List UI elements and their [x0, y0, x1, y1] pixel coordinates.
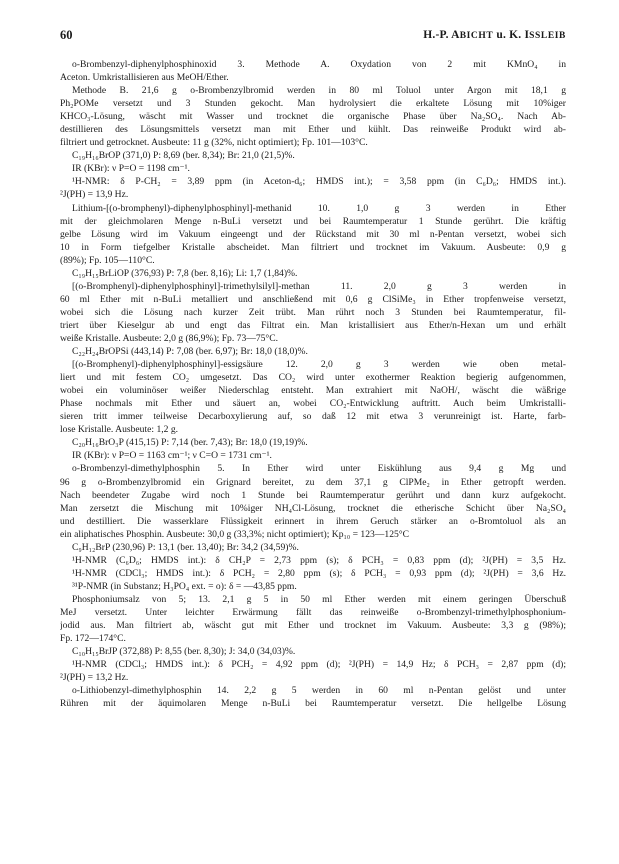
text-line: o-Brombenzyl-diphenylphosphinoxid 3. Methode A. Oxydation von 2 mit KMnO₄ in: [72, 59, 566, 70]
text-line: ²J(PH) = 13,9 Hz.: [60, 189, 129, 201]
text-line: gelbe Lösung wird im Vakuum eingeengt und der Rückstand mit 30 ml n-Pentan versetzt, wobei sich: [60, 228, 566, 240]
text-line: und destilliert. Die wasserklare Flüssigkeit erinnert in ihrem Geruch stärker an o-Bromtoluol als an: [60, 515, 566, 527]
text-line: jodid aus. Man filtriert ab, wäscht gut mit Ether und trocknet im Vakuum. Ausbeute: 3,3 g (98%);: [60, 620, 566, 632]
text-line: Rühren mit der äquimolaren Menge n-BuLi bei Raumtemperatur versetzt. Die hellgelbe Lösung: [60, 698, 566, 710]
text-line: Phase nochmals mit Ether und säuert an, wobei CO₂-Entwicklung auftritt. Auch beim Umkristalli-: [60, 398, 566, 410]
text-line: Ph₂POMe versetzt und 3 Stunden gekocht. Man hydrolysiert die erkaltete Lösung mit 10%iger: [60, 98, 566, 110]
running-head-authors: [423, 29, 566, 41]
text-line: triert über Kieselgur ab und engt das Filtrat ein. Man kristallisiert aus Ether/n-Hexan um und erhält: [60, 319, 566, 331]
authors-prefix: H.-P. A: [423, 29, 460, 41]
text-line: Phosphoniumsalz von 5; 13. 2,1 g 5 in 50 ml Ether werden mit einem geringen Überschuß: [72, 593, 566, 605]
text-line: C₁₉H₁₅BrLiOP (376,93) P: 7,8 (ber. 8,16); Li: 1,7 (1,84)%.: [72, 267, 298, 279]
text-line: o-Brombenzyl-dimethylphosphin 5. In Ether wird unter Eiskühlung aus 9,4 g Mg und: [72, 463, 566, 475]
text-line: weiße Kristalle. Ausbeute: 2,0 g (86,9%); Fp. 73—75°C.: [60, 332, 279, 344]
text-line: sieren tritt immer teilweise Decarboxylierung auf, so daß 12 mit etwa 3 verunreinigt ist. Harte, farb-: [60, 411, 566, 423]
text-line: mit der gleichmolaren Menge n-BuLi versetzt und bei Raumtemperatur 1 Stunde gerührt. Die kräftig: [60, 215, 566, 227]
text-line: (89%); Fp. 105—110°C.: [60, 254, 155, 266]
body-text: [60, 58, 566, 710]
text-line: C₉H₁₂BrP (230,96) P: 13,1 (ber. 13,40); Br: 34,2 (34,59)%.: [72, 541, 299, 553]
text-line: wobei sich die Lösung nach kurzer Zeit trübt. Man rührt noch 3 Stunden bei Raumtemperatur, fil-: [60, 306, 566, 318]
author2-smallcaps: SSLEIB: [529, 31, 566, 41]
text-line: wobei ein voluminöser weißer Niederschlag entsteht. Man extrahiert mit NaOH/, wäscht die wäßrige: [60, 385, 566, 397]
text-line: IR (KBr): ν P=O = 1163 cm⁻¹; ν C=O = 1731 cm⁻¹.: [72, 450, 272, 462]
text-line: Fp. 172—174°C.: [60, 633, 126, 645]
text-line: ¹H-NMR (CDCl₃; HMDS int.): δ PCH₂ = 2,80 ppm (s); δ PCH₃ = 0,93 ppm (d); ²J(PH) = 3,6 Hz.: [72, 567, 566, 579]
text-line: Man zersetzt die Mischung mit 10%iger NH₄Cl-Lösung, trocknet die etherische Schicht über Na₂SO₄: [60, 502, 566, 514]
text-line: ³¹P-NMR (in Substanz; H₃PO₄ ext. = o): δ = —43,85 ppm.: [72, 580, 297, 592]
text-line: ¹H-NMR (C₆D₆; HMDS int.): δ CH₂P = 2,73 ppm (s); δ PCH₃ = 0,83 ppm (d); ²J(PH) = 3,5 Hz.: [72, 554, 566, 566]
text-line: IR (KBr): ν P=O = 1198 cm⁻¹.: [72, 163, 190, 175]
text-line: destillieren des Lösungsmittels versetzt man mit Ether und kühlt. Das reinweiße Produkt wird ab-: [60, 124, 566, 136]
text-line: liert und mit festem CO₂ umgesetzt. Das CO₂ wird unter exothermer Reaktion begierig aufgenommen,: [60, 372, 566, 384]
text-line: C₁₀H₁₅BrJP (372,88) P: 8,55 (ber. 8,30); J: 34,0 (34,03)%.: [72, 646, 296, 658]
text-line: ein aliphatisches Phosphin. Ausbeute: 30,0 g (33,3%; nicht optimiert); Kp₁₀ = 123—125°C: [60, 528, 410, 540]
text-line: Lithium-[(o-bromphenyl)-diphenylphosphinyl]-methanid 10. 1,0 g 3 werden in Ether: [72, 202, 566, 214]
text-line: [(o-Bromphenyl)-diphenylphosphinyl]-essigsäure 12. 2,0 g 3 werden wie oben metal-: [72, 359, 566, 371]
text-line: ¹H-NMR: δ P-CH₂ = 3,89 ppm (in Aceton-d₆; HMDS int.); = 3,58 ppm (in C₆D₆; HMDS int.).: [72, 176, 566, 188]
text-line: Nach beendeter Zugabe wird noch 1 Stunde bei Raumtemperatur gerührt und dann kurz aufgekocht.: [60, 489, 566, 501]
author1-smallcaps: BICHT: [459, 31, 494, 41]
authors-joiner: u. K. I: [493, 29, 530, 41]
text-line: o-Lithiobenzyl-dimethylphosphin 14. 2,2 g 5 werden in 60 ml n-Pentan gelöst und unter: [72, 685, 566, 697]
text-line: C₂₂H₂₄BrOPSi (443,14) P: 7,08 (ber. 6,97); Br: 18,0 (18,0)%.: [72, 346, 308, 358]
text-line: ¹H-NMR (CDCl₃; HMDS int.): δ PCH₂ = 4,92 ppm (d); ²J(PH) = 14,9 Hz; δ PCH₃ = 2,87 ppm (d);: [72, 659, 566, 671]
page-number: 60: [60, 28, 73, 42]
text-line: C₁₉H₁₆BrOP (371,0) P: 8,69 (ber. 8,34); Br: 21,0 (21,5)%.: [72, 150, 295, 162]
text-line: Methode B. 21,6 g o-Brombenzylbromid werden in 80 ml Toluol unter Argon mit 18,1 g: [72, 85, 566, 97]
text-line: 10 in Form tiefgelber Kristalle abscheidet. Man filtriert und trocknet im Vakuum. Ausbeute: 0,9 g: [60, 241, 566, 253]
text-line: 60 ml Ether mit n-BuLi metalliert und anschließend mit 0,6 g ClSiMe₃ in Ether tropfenweise versetzt,: [60, 293, 566, 305]
text-line: lose Kristalle. Ausbeute: 1,2 g.: [60, 424, 179, 436]
text-line: KHCO₃-Lösung, wäscht mit Wasser und trocknet die organische Phase über Na₂SO₄. Nach Ab-: [60, 111, 566, 123]
text-line: C₂₀H₁₆BrO₃P (415,15) P: 7,14 (ber. 7,43); Br: 18,0 (19,19)%.: [72, 437, 308, 449]
running-header: [60, 28, 566, 44]
text-line: [(o-Bromphenyl)-diphenylphosphinyl]-trimethylsilyl]-methan 11. 2,0 g 3 werden in: [72, 280, 566, 292]
text-line: filtriert und getrocknet. Ausbeute: 11 g (32%, nicht optimiert); Fp. 101—103°C.: [60, 137, 368, 149]
text-line: 96 g o-Brombenzylbromid ein Grignard bereitet, zu dem 37,1 g ClPMe₂ in Ether getropft werden.: [60, 476, 566, 488]
text-line: ²J(PH) = 13,2 Hz.: [60, 672, 129, 684]
text-line: Aceton. Umkristallisieren aus MeOH/Ether.: [60, 72, 229, 84]
text-line: MeJ versetzt. Unter leichter Erwärmung fällt das reinweiße o-Brombenzyl-trimethylphosphonium-: [60, 606, 566, 618]
